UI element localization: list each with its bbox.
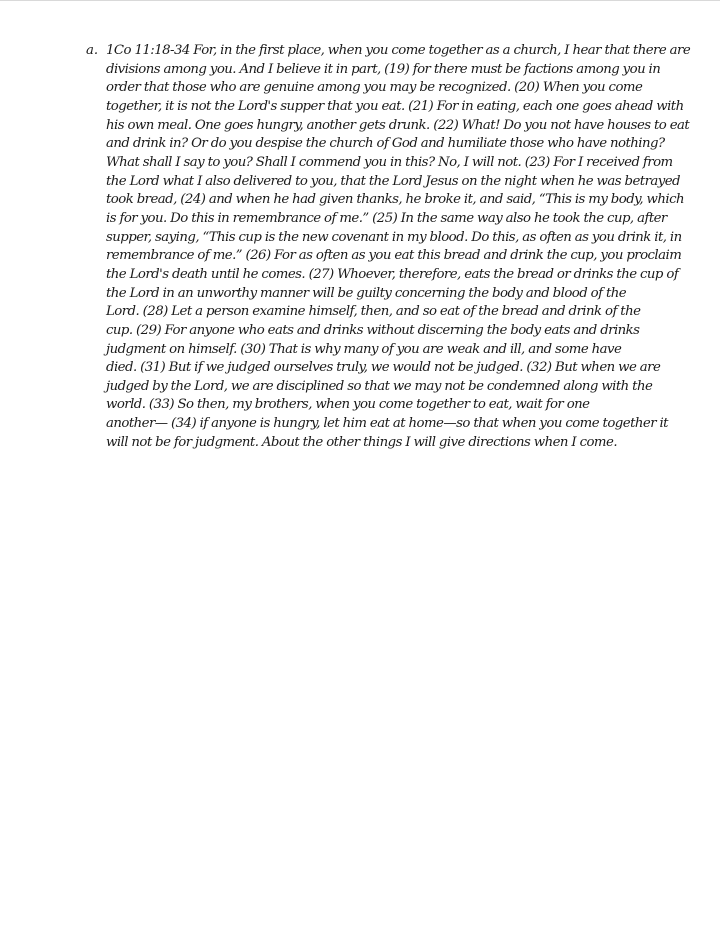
passage-line: What shall I say to you? Shall I commend you in this? No, I will not. (23) For I received from <box>106 154 673 170</box>
passage-line: Lord. (28) Let a person examine himself, then, and so eat of the bread and drink of the <box>106 304 641 320</box>
passage-line: another— (34) if anyone is hungry, let him eat at home—so that when you come together it <box>106 416 668 432</box>
passage-line: died. (31) But if we judged ourselves truly, we would not be judged. (32) But when we are <box>106 360 661 376</box>
passage-line: and drink in? Or do you despise the church of God and humiliate those who have nothing? <box>106 136 665 152</box>
list-marker: a. <box>86 43 99 58</box>
passage-line: the Lord in an unworthy manner will be guilty concerning the body and blood of the <box>106 285 627 301</box>
scripture-passage <box>106 42 691 452</box>
passage-line: remembrance of me.” (26) For as often as you eat this bread and drink the cup, you proclaim <box>106 248 682 264</box>
passage-line: supper, saying, “This cup is the new covenant in my blood. Do this, as often as you drink it, in <box>106 229 682 245</box>
passage-line: the Lord what I also delivered to you, that the Lord Jesus on the night when he was betrayed <box>106 173 680 189</box>
passage-line: judged by the Lord, we are disciplined so that we may not be condemned along with the <box>106 378 653 394</box>
passage-line: world. (33) So then, my brothers, when you come together to eat, wait for one <box>106 397 590 413</box>
passage-line: together, it is not the Lord's supper that you eat. (21) For in eating, each one goes ahead with <box>106 98 684 114</box>
passage-line: will not be for judgment. About the other things I will give directions when I come. <box>106 434 617 450</box>
passage-line: is for you. Do this in remembrance of me.” (25) In the same way also he took the cup, after <box>106 210 667 226</box>
scripture-list-item <box>86 42 691 452</box>
passage-line: divisions among you. And I believe it in part, (19) for there must be factions among you in <box>106 61 661 77</box>
passage-line: judgment on himself. (30) That is why many of you are weak and ill, and some have <box>106 341 622 357</box>
passage-line: his own meal. One goes hungry, another gets drunk. (22) What! Do you not have houses to eat <box>106 117 690 133</box>
page-top-border <box>0 0 720 1</box>
passage-line: took bread, (24) and when he had given thanks, he broke it, and said, “This is my body, which <box>106 192 684 208</box>
passage-line: order that those who are genuine among you may be recognized. (20) When you come <box>106 80 643 96</box>
passage-line: cup. (29) For anyone who eats and drinks without discerning the body eats and drinks <box>106 322 640 338</box>
passage-line: 1Co 11:18-34 For, in the first place, when you come together as a church, I hear that there are <box>106 43 691 58</box>
passage-line: the Lord's death until he comes. (27) Whoever, therefore, eats the bread or drinks the cup of <box>106 266 679 282</box>
